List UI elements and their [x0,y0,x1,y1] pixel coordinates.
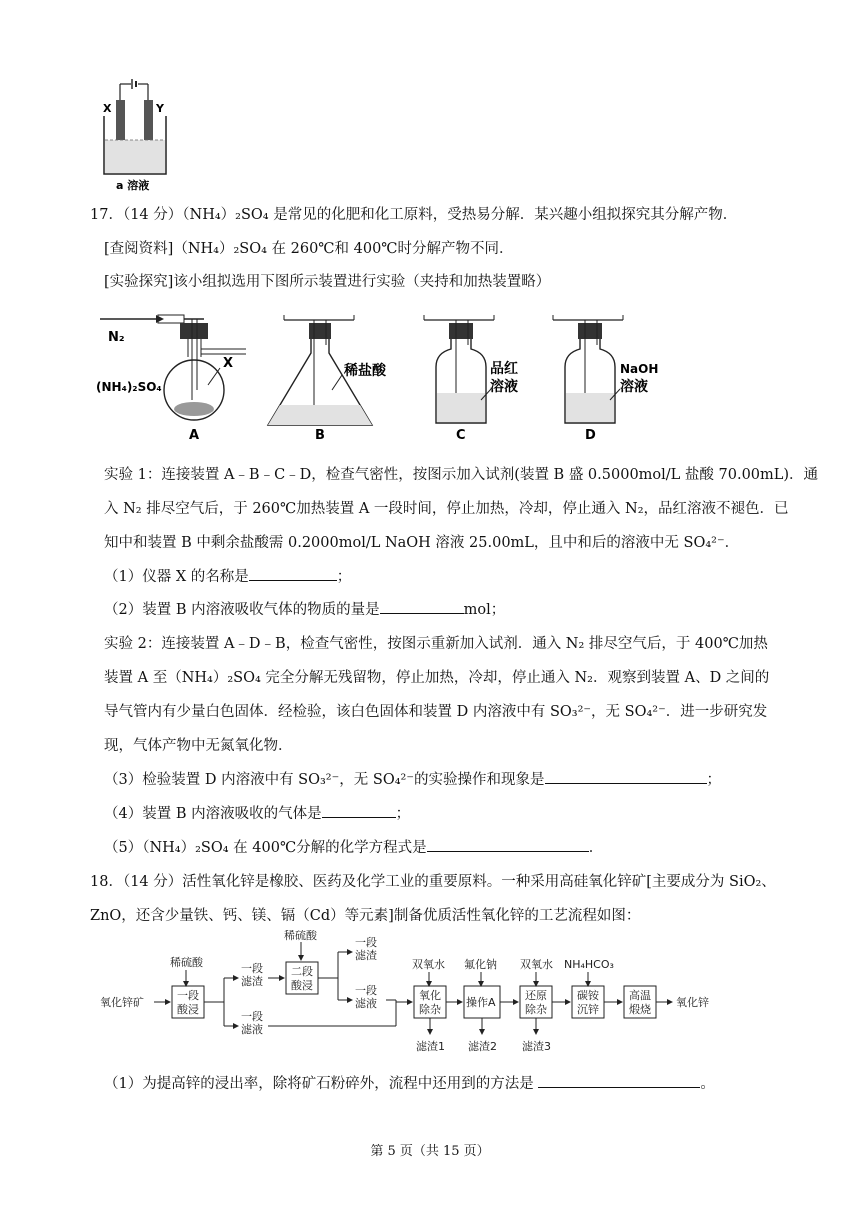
exp1-line3: 知中和装置 B 中剩余盐酸需 0.2000mol/L NaOH 溶液 25.00mL，且中和后的溶液中无 SO₄²⁻． [104,535,740,551]
exp2-line1: 实验 2：连接装置 A﹣D﹣B，检查气密性，按图示重新加入试剂．通入 N₂ 排尽空气后，于 400℃加热 [104,636,768,652]
flow-res1-b: 滤渣 [241,975,263,988]
d-label: D [585,428,596,443]
q17-explore: [实验探究]该小组拟选用下图所示装置进行实验（夹持和加热装置略） [104,274,551,290]
exp1-line1: 实验 1：连接装置 A﹣B﹣C﹣D，检查气密性，按图示加入试剂(装置 B 盛 0.5000mol/L 盐酸 70.00mL)．通 [104,467,819,483]
answer-blank[interactable] [427,837,589,852]
flow-filt1-b: 滤液 [241,1023,263,1036]
flow-leach2-a: 二段 [291,965,313,978]
q17-sub2-end: mol； [463,602,506,618]
q18-line1: 18．（14 分）活性氧化锌是橡胶、医药及化学工业的重要原料。一种采用高硅氧化锌矿[主要成分为 SiO₂、 [90,874,776,890]
answer-blank[interactable] [545,769,707,784]
c-reagent-line1: 品红 [490,361,518,377]
c-reagent-line2: 溶液 [490,379,518,395]
flow-opA: 操作A [466,996,496,1009]
q17-intro: 17．（14 分）（NH₄）₂SO₄ 是常见的化肥和化工原料，受热易分解．某兴趣小组拟探究其分解产物． [90,207,738,223]
flow-ox-b: 除杂 [419,1003,441,1016]
flow-ox-a: 氧化 [419,989,441,1002]
flow-leach1-a: 一段 [177,989,199,1002]
flow-filt2-a: 一段 [355,984,377,997]
flow-slag1: 滤渣1 [416,1040,445,1053]
q18-sub1 [104,1072,715,1093]
flow-acid1: 稀硫酸 [170,956,203,969]
q17-sub2-text: （2）装置 B 内溶液吸收气体的物质的量是 [104,602,380,618]
apparatus-figure [96,305,696,445]
answer-blank[interactable] [322,803,396,818]
q17-sub1-text: （1）仪器 X 的名称是 [104,569,249,585]
q17-sub2 [104,598,505,619]
process-flowchart [96,930,736,1060]
exp1-line2: 入 N₂ 排尽空气后，于 260℃加热装置 A 一段时间，停止加热，冷却，停止通入 N₂，品红溶液不褪色．已 [104,501,789,517]
electrolysis-figure [96,78,176,192]
electrode-x-label: X [103,102,112,115]
q17-sub3-end: ； [706,772,721,788]
flow-h2o2-2: 双氧水 [520,958,553,971]
flow-red-b: 除杂 [525,1003,547,1016]
b-reagent-label: 稀盐酸 [344,363,386,379]
d-reagent-line1: NaOH [620,362,659,376]
flow-red-a: 还原 [525,989,547,1002]
q18-sub1-text: （1）为提高锌的浸出率，除将矿石粉碎外，流程中还用到的方法是 [104,1076,534,1092]
electrode-y-label: Y [156,102,164,115]
flow-res1-a: 一段 [241,962,263,975]
a-reagent-label: (NH₄)₂SO₄ [96,380,162,394]
q17-sub5 [104,836,603,857]
q17-sub1 [104,565,351,586]
flow-acid2: 稀硫酸 [284,930,317,942]
flow-leach1-b: 酸浸 [177,1003,199,1016]
flow-naf: 氟化钠 [464,958,497,971]
flow-slag3: 滤渣3 [522,1040,551,1053]
flow-res2-b: 滤渣 [355,949,377,962]
exp2-line2: 装置 A 至（NH₄）₂SO₄ 完全分解无残留物，停止加热，冷却，停止通入 N₂．观察到装置 A、D 之间的 [104,670,770,686]
a-x-label: X [223,356,234,371]
answer-blank[interactable] [380,599,464,614]
flow-raw-ore: 氧化锌矿 [100,996,144,1009]
flow-nh4hco3: NH₄HCO₃ [564,958,614,971]
flow-filt1-a: 一段 [241,1010,263,1023]
d-reagent-line2: 溶液 [620,379,648,395]
q18-line2: ZnO，还含少量铁、钙、镁、镉（Cd）等元素]制备优质活性氧化锌的工艺流程如图： [90,908,641,924]
flow-prec-b: 沉锌 [577,1003,599,1016]
a-gas-label: N₂ [108,330,125,345]
q17-sub5-end: ． [588,840,604,856]
q17-sub4-text: （4）装置 B 内溶液吸收的气体是 [104,806,322,822]
flow-prec-a: 碳铵 [577,989,599,1002]
q17-sub4 [104,802,410,823]
q17-sub3-text: （3）检验装置 D 内溶液中有 SO₃²⁻，无 SO₄²⁻的实验操作和现象是 [104,772,545,788]
flow-h2o2-1: 双氧水 [412,958,445,971]
answer-blank[interactable] [538,1073,700,1088]
page-footer: 第 5 页（共 15 页） [370,1144,490,1159]
q18-sub1-end: 。 [700,1076,715,1092]
q17-sub1-end: ； [336,569,352,585]
a-label: A [189,428,200,443]
exp2-line3: 导气管内有少量白色固体．经检验，该白色固体和装置 D 内溶液中有 SO₃²⁻，无 SO₄²⁻．进一步研究发 [104,704,768,720]
flow-leach2-b: 酸浸 [291,979,313,992]
flow-slag2: 滤渣2 [468,1040,497,1053]
flow-product: 氧化锌 [676,996,709,1009]
flow-calc-b: 煅烧 [629,1003,651,1016]
b-label: B [315,428,325,443]
q17-reference: [查阅资料]（NH₄）₂SO₄ 在 260℃和 400℃时分解产物不同． [104,241,514,257]
solution-caption: a 溶液 [116,179,150,192]
flow-res2-a: 一段 [355,936,377,949]
flow-filt2-b: 滤液 [355,997,377,1010]
q17-sub5-text: （5）（NH₄）₂SO₄ 在 400℃分解的化学方程式是 [104,840,427,856]
q17-sub3 [104,768,721,789]
c-label: C [456,428,466,443]
q17-sub4-end: ； [395,806,411,822]
exp2-line4: 现，气体产物中无氮氧化物． [104,738,293,754]
flow-calc-a: 高温 [629,989,651,1002]
answer-blank[interactable] [249,566,337,581]
